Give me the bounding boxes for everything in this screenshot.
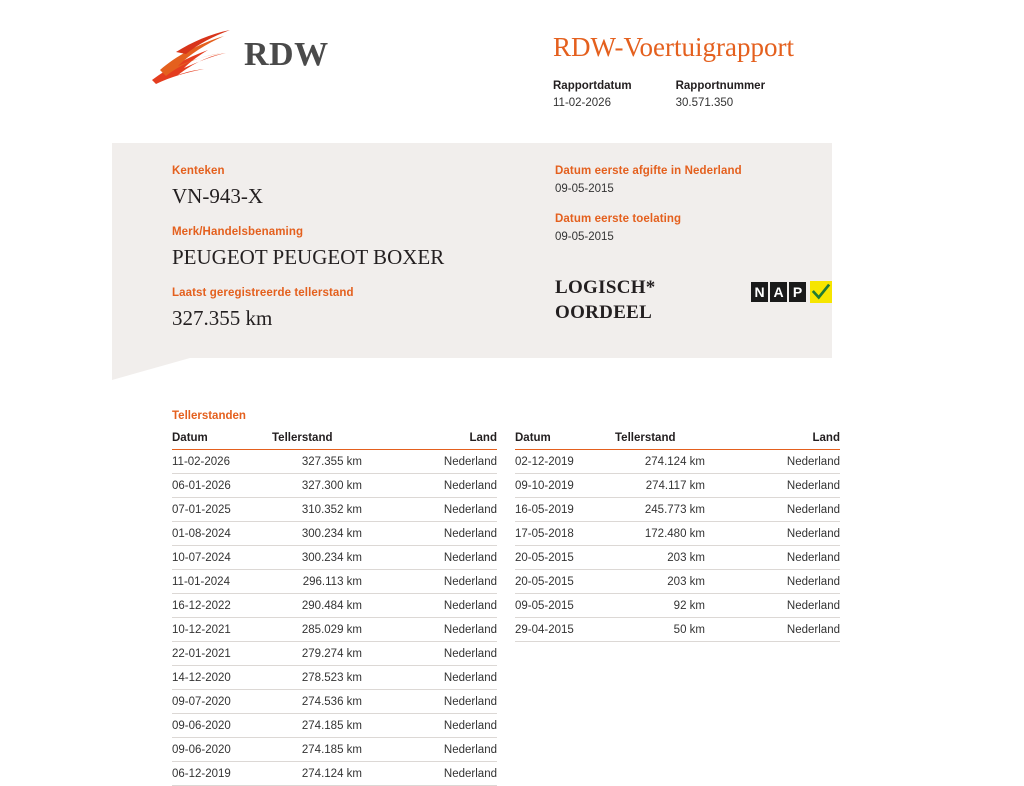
cell-tellerstand: 203 km — [615, 570, 757, 594]
cell-datum: 10-07-2024 — [172, 546, 272, 570]
readings-table-right — [515, 432, 840, 642]
table-row — [172, 690, 497, 714]
table-row — [172, 714, 497, 738]
rdw-flame-logo-icon — [146, 22, 238, 88]
rdw-wordmark: RDW — [244, 36, 329, 73]
cell-land: Nederland — [757, 474, 840, 498]
table-row — [515, 570, 840, 594]
cell-land: Nederland — [414, 666, 497, 690]
table-header-row — [515, 432, 840, 450]
nap-letters — [751, 282, 808, 302]
cell-land: Nederland — [414, 522, 497, 546]
table-row — [515, 546, 840, 570]
cell-land: Nederland — [757, 546, 840, 570]
license-plate-label: Kenteken — [172, 165, 225, 177]
table-row — [515, 474, 840, 498]
cell-land: Nederland — [414, 474, 497, 498]
cell-land: Nederland — [414, 546, 497, 570]
cell-datum: 09-10-2019 — [515, 474, 615, 498]
cell-datum: 11-02-2026 — [172, 450, 272, 474]
make-model-label: Merk/Handelsbenaming — [172, 226, 304, 238]
cell-tellerstand: 310.352 km — [272, 498, 414, 522]
checkmark-icon — [810, 281, 832, 303]
cell-datum: 09-06-2020 — [172, 738, 272, 762]
cell-tellerstand: 285.029 km — [272, 618, 414, 642]
table-row — [172, 666, 497, 690]
table-row — [172, 594, 497, 618]
cell-datum: 14-12-2020 — [172, 666, 272, 690]
report-date-value: 11-02-2026 — [553, 97, 611, 109]
header-datum: Datum — [172, 432, 272, 450]
first-registration-nl-value: 09-05-2015 — [555, 183, 614, 195]
cell-tellerstand: 172.480 km — [615, 522, 757, 546]
cell-land: Nederland — [414, 618, 497, 642]
table-row — [172, 762, 497, 786]
nap-badge — [751, 279, 832, 305]
cell-datum: 07-01-2025 — [172, 498, 272, 522]
cell-datum: 16-05-2019 — [515, 498, 615, 522]
make-model-value: PEUGEOT PEUGEOT BOXER — [172, 245, 445, 269]
table-row — [172, 642, 497, 666]
cell-tellerstand: 279.274 km — [272, 642, 414, 666]
cell-land: Nederland — [414, 642, 497, 666]
cell-land: Nederland — [414, 498, 497, 522]
cell-tellerstand: 274.124 km — [615, 450, 757, 474]
table-row — [172, 450, 497, 474]
cell-tellerstand: 300.234 km — [272, 522, 414, 546]
header-tellerstand: Tellerstand — [272, 432, 414, 450]
readings-table-left — [172, 432, 497, 786]
report-title: RDW-Voertuigrapport — [553, 32, 794, 62]
cell-tellerstand: 327.355 km — [272, 450, 414, 474]
cell-datum: 17-05-2018 — [515, 522, 615, 546]
table-row — [172, 474, 497, 498]
last-odometer-label: Laatst geregistreerde tellerstand — [172, 287, 354, 299]
cell-datum: 09-06-2020 — [172, 714, 272, 738]
cell-land: Nederland — [757, 498, 840, 522]
header-land: Land — [757, 432, 840, 450]
cell-land: Nederland — [757, 618, 840, 642]
cell-datum: 09-05-2015 — [515, 594, 615, 618]
cell-tellerstand: 296.113 km — [272, 570, 414, 594]
cell-tellerstand: 300.234 km — [272, 546, 414, 570]
cell-tellerstand: 274.124 km — [272, 762, 414, 786]
summary-right-column — [555, 165, 815, 261]
cell-tellerstand: 92 km — [615, 594, 757, 618]
cell-datum: 06-12-2019 — [172, 762, 272, 786]
table-row — [172, 738, 497, 762]
cell-land: Nederland — [414, 450, 497, 474]
cell-tellerstand: 274.185 km — [272, 714, 414, 738]
cell-datum: 20-05-2015 — [515, 546, 615, 570]
table-row — [172, 570, 497, 594]
table-row — [515, 498, 840, 522]
cell-datum: 09-07-2020 — [172, 690, 272, 714]
cell-land: Nederland — [757, 570, 840, 594]
panel-notch — [112, 358, 190, 380]
table-row — [515, 618, 840, 642]
cell-land: Nederland — [414, 570, 497, 594]
vehicle-summary-panel — [112, 143, 832, 358]
cell-land: Nederland — [414, 762, 497, 786]
cell-datum: 11-01-2024 — [172, 570, 272, 594]
cell-tellerstand: 290.484 km — [272, 594, 414, 618]
cell-tellerstand: 278.523 km — [272, 666, 414, 690]
cell-land: Nederland — [757, 450, 840, 474]
report-number-block — [676, 80, 765, 109]
cell-datum: 10-12-2021 — [172, 618, 272, 642]
header-tellerstand: Tellerstand — [615, 432, 757, 450]
header-land: Land — [414, 432, 497, 450]
verdict-row — [555, 275, 832, 325]
cell-land: Nederland — [414, 714, 497, 738]
cell-land: Nederland — [757, 594, 840, 618]
cell-tellerstand: 327.300 km — [272, 474, 414, 498]
nap-letter-p: P — [789, 282, 806, 302]
cell-datum: 22-01-2021 — [172, 642, 272, 666]
summary-left-column — [172, 165, 502, 348]
report-header — [0, 0, 1024, 140]
verdict-text: LOGISCH* OORDEEL — [555, 277, 656, 323]
odometer-readings-title: Tellerstanden — [172, 410, 246, 422]
cell-tellerstand: 274.117 km — [615, 474, 757, 498]
table-row — [172, 498, 497, 522]
table-header-row — [172, 432, 497, 450]
table-row — [515, 522, 840, 546]
nap-letter-a: A — [770, 282, 787, 302]
license-plate-value: VN-943-X — [172, 184, 263, 208]
cell-datum: 20-05-2015 — [515, 570, 615, 594]
readings-column-left — [172, 432, 497, 786]
header-datum: Datum — [515, 432, 615, 450]
table-row — [172, 522, 497, 546]
table-row — [172, 618, 497, 642]
report-number-label: Rapportnummer — [675, 80, 766, 92]
first-registration-nl-label: Datum eerste afgifte in Nederland — [555, 165, 742, 177]
cell-datum: 02-12-2019 — [515, 450, 615, 474]
cell-tellerstand: 245.773 km — [615, 498, 757, 522]
last-odometer-value: 327.355 km — [172, 306, 273, 330]
readings-column-right — [515, 432, 840, 786]
cell-land: Nederland — [414, 690, 497, 714]
cell-datum: 06-01-2026 — [172, 474, 272, 498]
report-number-value: 30.571.350 — [675, 97, 734, 109]
report-date-block — [553, 80, 632, 109]
rdw-logo — [146, 22, 329, 88]
cell-datum: 01-08-2024 — [172, 522, 272, 546]
odometer-readings-section — [172, 410, 852, 786]
table-row — [515, 450, 840, 474]
cell-tellerstand: 50 km — [615, 618, 757, 642]
table-row — [515, 594, 840, 618]
first-admission-label: Datum eerste toelating — [555, 213, 682, 225]
cell-land: Nederland — [757, 522, 840, 546]
cell-tellerstand: 274.185 km — [272, 738, 414, 762]
report-meta — [553, 80, 809, 109]
cell-tellerstand: 203 km — [615, 546, 757, 570]
cell-datum: 29-04-2015 — [515, 618, 615, 642]
cell-datum: 16-12-2022 — [172, 594, 272, 618]
nap-letter-n: N — [751, 282, 768, 302]
report-date-label: Rapportdatum — [553, 80, 632, 92]
cell-land: Nederland — [414, 738, 497, 762]
cell-tellerstand: 274.536 km — [272, 690, 414, 714]
table-row — [172, 546, 497, 570]
cell-land: Nederland — [414, 594, 497, 618]
first-admission-value: 09-05-2015 — [555, 231, 614, 243]
